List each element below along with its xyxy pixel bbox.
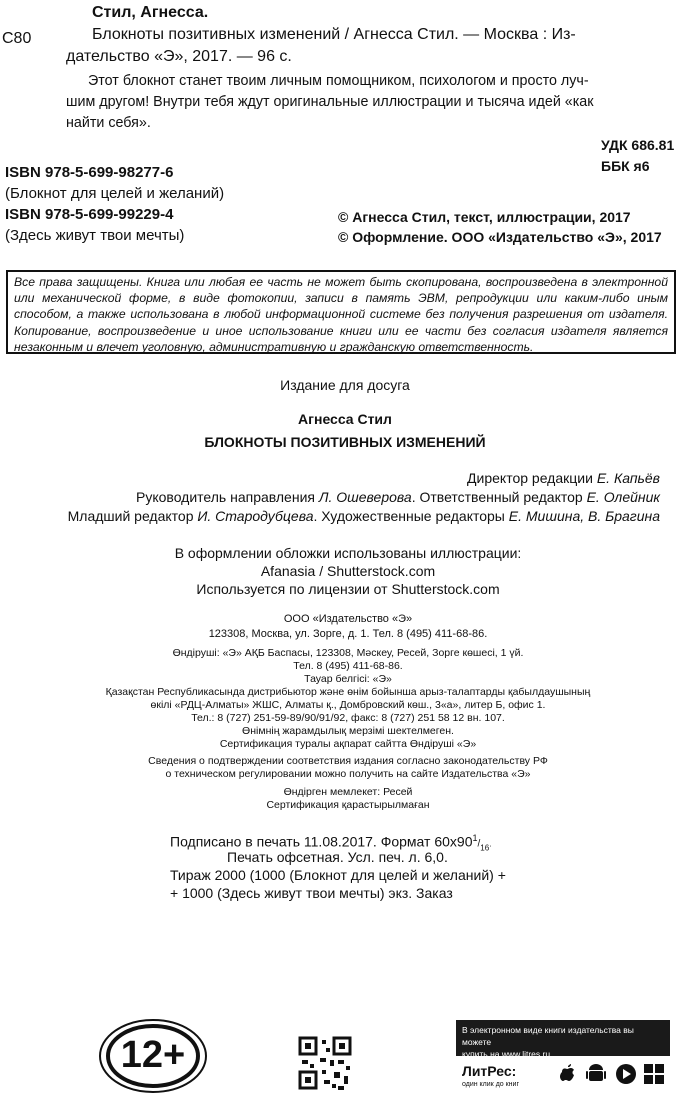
litres-brand: ЛитРес:	[462, 1063, 517, 1079]
staff-name: И. Стародубцева	[197, 508, 314, 524]
print-sub: 16	[480, 843, 490, 853]
annotation-line-1: Этот блокнот станет твоим личным помощником, психологом и просто луч-	[88, 73, 589, 89]
confirm-line-2: о техническом регулировании можно получить на сайте Издательства «Э»	[165, 768, 531, 780]
copyright-line-1: © Агнесса Стил, текст, иллюстрации, 2017	[338, 209, 631, 225]
isbn-1: ISBN 978-5-699-98277-6	[5, 164, 174, 181]
origin-line-2: Сертификация қарастырылмаған	[266, 799, 430, 811]
staff-role: Руководитель направления	[136, 489, 319, 505]
edition-title: БЛОКНОТЫ ПОЗИТИВНЫХ ИЗМЕНЕНИЙ	[204, 434, 486, 450]
biblio-line-1: Блокноты позитивных изменений / Агнесса Стил. — Москва : Из-	[92, 26, 576, 43]
staff-name: Е. Капьёв	[596, 470, 660, 486]
staff-role: . Ответственный редактор	[411, 489, 587, 505]
qr-code-icon	[292, 1030, 358, 1096]
isbn-2: ISBN 978-5-699-99229-4	[5, 206, 174, 223]
cover-credit-3: Используется по лицензии от Shutterstock.com	[196, 581, 500, 597]
staff-name: Л. Ошеверова	[318, 489, 412, 505]
confirm-line-1: Сведения о подтверждении соответствия издания согласно законодательству РФ	[148, 755, 548, 767]
biblio-line-2: дательство «Э», 2017. — 96 с.	[66, 48, 292, 65]
staff-line-2	[136, 488, 660, 507]
kz-line-1: Өндіруші: «Э» АҚБ Баспасы, 123308, Мәскеу, Ресей, Зорге көшесі, 1 үй.	[172, 647, 524, 659]
print-line-3: Тираж 2000 (1000 (Блокнот для целей и желаний) +	[170, 867, 506, 883]
print-line-2: Печать офсетная. Усл. печ. л. 6,0.	[227, 849, 448, 865]
isbn-1-note: (Блокнот для целей и желаний)	[5, 185, 225, 202]
edition-author: Агнесса Стил	[298, 411, 392, 427]
origin-line-1: Өндірген мемлекет: Ресей	[283, 786, 413, 798]
rights-notice: Все права защищены. Книга или любая ее часть не может быть скопирована, воспроизведена в электронной или механической форме, в виде фотокопии, записи в память ЭВМ, репродукции или каким-либо иным способом, а также использована в любой информационной системе без получения разрешения от издателя. Копирование, воспроизведение и иное использование книги или ее части без согласия издателя является незаконным и влечет уголовную, административную и гражданскую ответственность.	[6, 270, 676, 354]
author-heading: Стил, Агнесса.	[92, 4, 209, 21]
isbn-2-note: (Здесь живут твои мечты)	[5, 227, 185, 244]
staff-name: Е. Мишина, В. Брагина	[508, 508, 660, 524]
print-text: Подписано в печать 11.08.2017. Формат 60x90	[170, 833, 473, 850]
print-line-1: Подписано в печать 11.08.2017. Формат $60x90^1/_{16}$.	[170, 833, 492, 853]
cover-credit-2: Afanasia / Shutterstock.com	[260, 563, 436, 579]
android-icon	[586, 1064, 606, 1081]
windows-icon	[644, 1064, 664, 1084]
litres-slogan: один клик до книг	[462, 1081, 520, 1088]
annotation-line-2: шим другом! Внутри тебя ждут оригинальные иллюстрации и тысяча идей «как	[66, 94, 594, 110]
kz-line-7: Өнімнің жарамдылық мерзімі шектелмеген.	[242, 725, 454, 737]
litres-line-1: В электронном виде книги издательства вы можете	[462, 1025, 634, 1047]
kz-line-5: өкілі «РДЦ-Алматы» ЖШС, Алматы қ., Домбровский көш., 3«а», литер Б, офис 1.	[150, 699, 546, 711]
print-end: .	[489, 839, 492, 849]
print-line-4: + 1000 (Здесь живут твои мечты) экз. Заказ	[170, 885, 453, 901]
kz-line-2: Тел. 8 (495) 411-68-86.	[293, 660, 403, 672]
annotation-line-3: найти себя».	[66, 115, 151, 131]
print-sup: 1	[472, 833, 478, 843]
staff-role: . Художественные редакторы	[313, 508, 509, 524]
kz-line-6: Тел.: 8 (727) 251-59-89/90/91/92, факс: 8 (727) 251 58 12 вн. 107.	[191, 712, 505, 724]
cover-credit-1: В оформлении обложки использованы иллюстрации:	[174, 545, 522, 561]
age-rating-text: 12+	[120, 1034, 186, 1076]
age-rating-badge	[98, 1018, 208, 1094]
bbk-code: ББК я6	[601, 158, 650, 174]
kz-line-4: Қазақстан Республикасында дистрибьютор және өнім бойынша арыз-талаптарды қабылдаушының	[105, 686, 591, 698]
staff-name: Е. Олейник	[586, 489, 660, 505]
staff-line-3	[68, 507, 660, 526]
kz-line-8: Сертификация туралы ақпарат сайтта Өндіруші «Э»	[219, 738, 477, 750]
staff-role: Директор редакции	[467, 470, 597, 486]
litres-banner[interactable]	[456, 1020, 670, 1059]
edition-type: Издание для досуга	[280, 377, 410, 393]
windows-media-icon	[616, 1064, 636, 1084]
copyright-line-2: © Оформление. ООО «Издательство «Э», 2017	[338, 229, 662, 245]
apple-icon	[560, 1064, 574, 1081]
publisher-address: 123308, Москва, ул. Зорге, д. 1. Тел. 8 (495) 411-68-86.	[208, 628, 488, 640]
catalog-code: С80	[2, 30, 32, 47]
staff-role: Младший редактор	[67, 508, 198, 524]
staff-line-1	[467, 469, 660, 488]
kz-line-3: Тауар белгісі: «Э»	[304, 673, 392, 685]
publisher-name: ООО «Издательство «Э»	[283, 613, 413, 625]
udk-code: УДК 686.81	[601, 137, 675, 153]
qr-code	[292, 1030, 358, 1096]
platform-icons	[556, 1062, 676, 1086]
litres-line-2: купить на www.litres.ru	[462, 1049, 551, 1059]
